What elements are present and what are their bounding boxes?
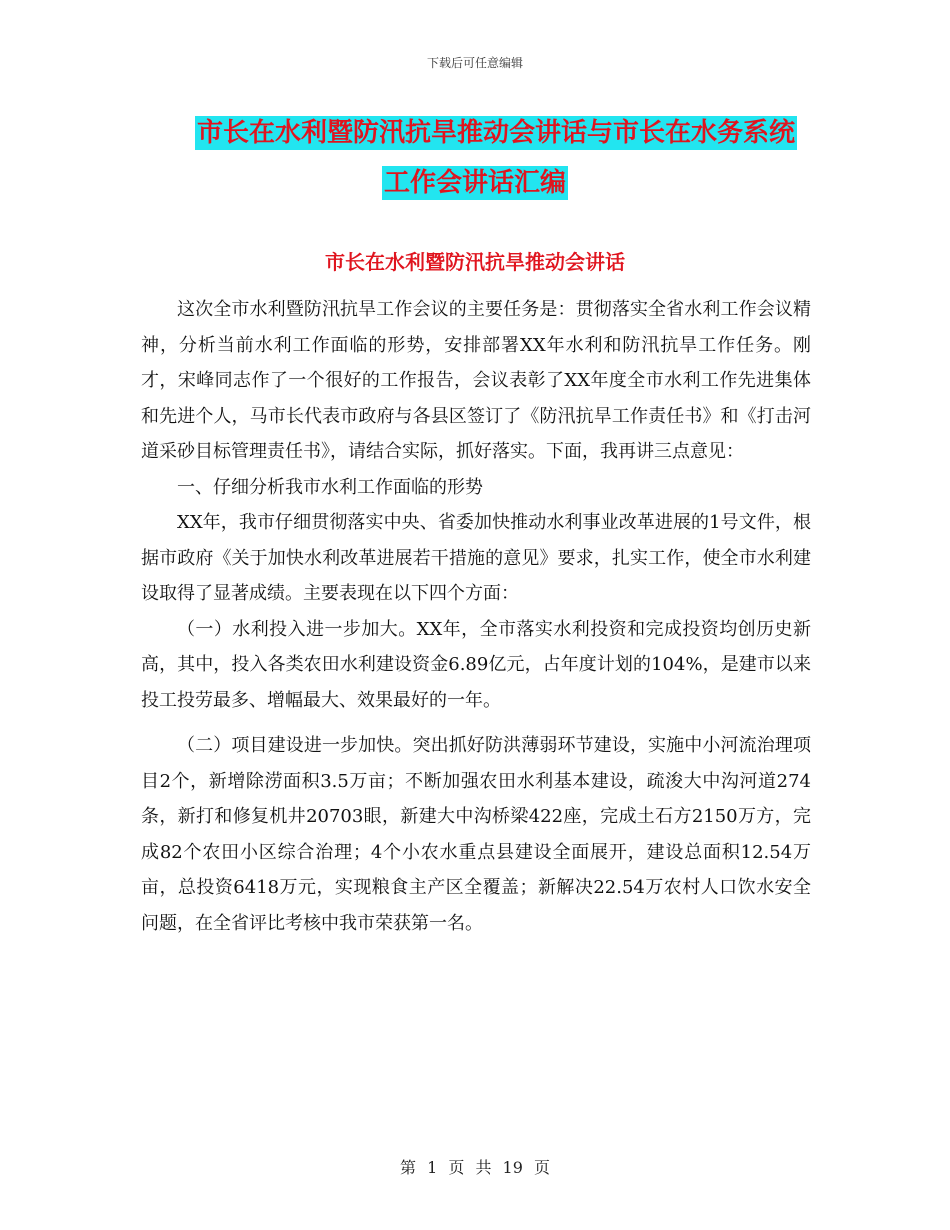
paragraph-heading-1: 一、仔细分析我市水利工作面临的形势 — [177, 476, 483, 498]
body-text — [141, 292, 811, 941]
header-note: 下载后可任意编辑 — [426, 56, 523, 70]
paragraph-point-2: （二）项目建设进一步加快。突出抓好防洪薄弱环节建设，实施中小河流治理项目2个，新增除涝面积3.5万亩；不断加强农田水利基本建设，疏浚大中沟河道274条，新打和修复机井20703眼，新建大中沟桥梁422座，完成土石方2150万方，完成82个农田小区综合治理；4个小农水重点县建设全面展开，建设总面积12.54万亩，总投资6418万元，实现粮食主产区全覆盖；新解决22.54万农村人口饮水安全问题，在全省评比考核中我市荣获第一名。 — [141, 735, 811, 934]
paragraph-point-1: （一）水利投入进一步加大。XX年，全市落实水利投资和完成投资均创历史新高，其中，投入各类农田水利建设资金6.89亿元，占年度计划的104%，是建市以来投工投劳最多、增幅最大、效果最好的一年。 — [141, 618, 811, 711]
document-title — [0, 108, 950, 208]
paragraph-intro: 这次全市水利暨防汛抗旱工作会议的主要任务是：贯彻落实全省水利工作会议精神，分析当前水利工作面临的形势，安排部署XX年水利和防汛抗旱工作任务。刚才，宋峰同志作了一个很好的工作报告，会议表彰了XX年度全市水利工作先进集体和先进个人，马市长代表市政府与各县区签订了《防汛抗旱工作责任书》和《打击河道采砂目标管理责任书》，请结合实际，抓好落实。下面，我再讲三点意见： — [141, 299, 811, 462]
page-number-footer: 第 1 页 共 19 页 — [400, 1158, 550, 1177]
section-title: 市长在水利暨防汛抗旱推动会讲话 — [325, 250, 625, 274]
title-line-1 — [0, 108, 950, 158]
paragraph-overview: XX年，我市仔细贯彻落实中央、省委加快推动水利事业改革进展的1号文件，根据市政府《关于加快水利改革进展若干措施的意见》要求，扎实工作，使全市水利建设取得了显著成绩。主要表现在以下四个方面： — [141, 512, 811, 604]
title-line-2-text: 工作会讲话汇编 — [383, 168, 566, 198]
title-line-2 — [0, 158, 950, 208]
title-line-1-text: 市长在水利暨防汛抗旱推动会讲话与市长在水务系统 — [196, 118, 795, 148]
